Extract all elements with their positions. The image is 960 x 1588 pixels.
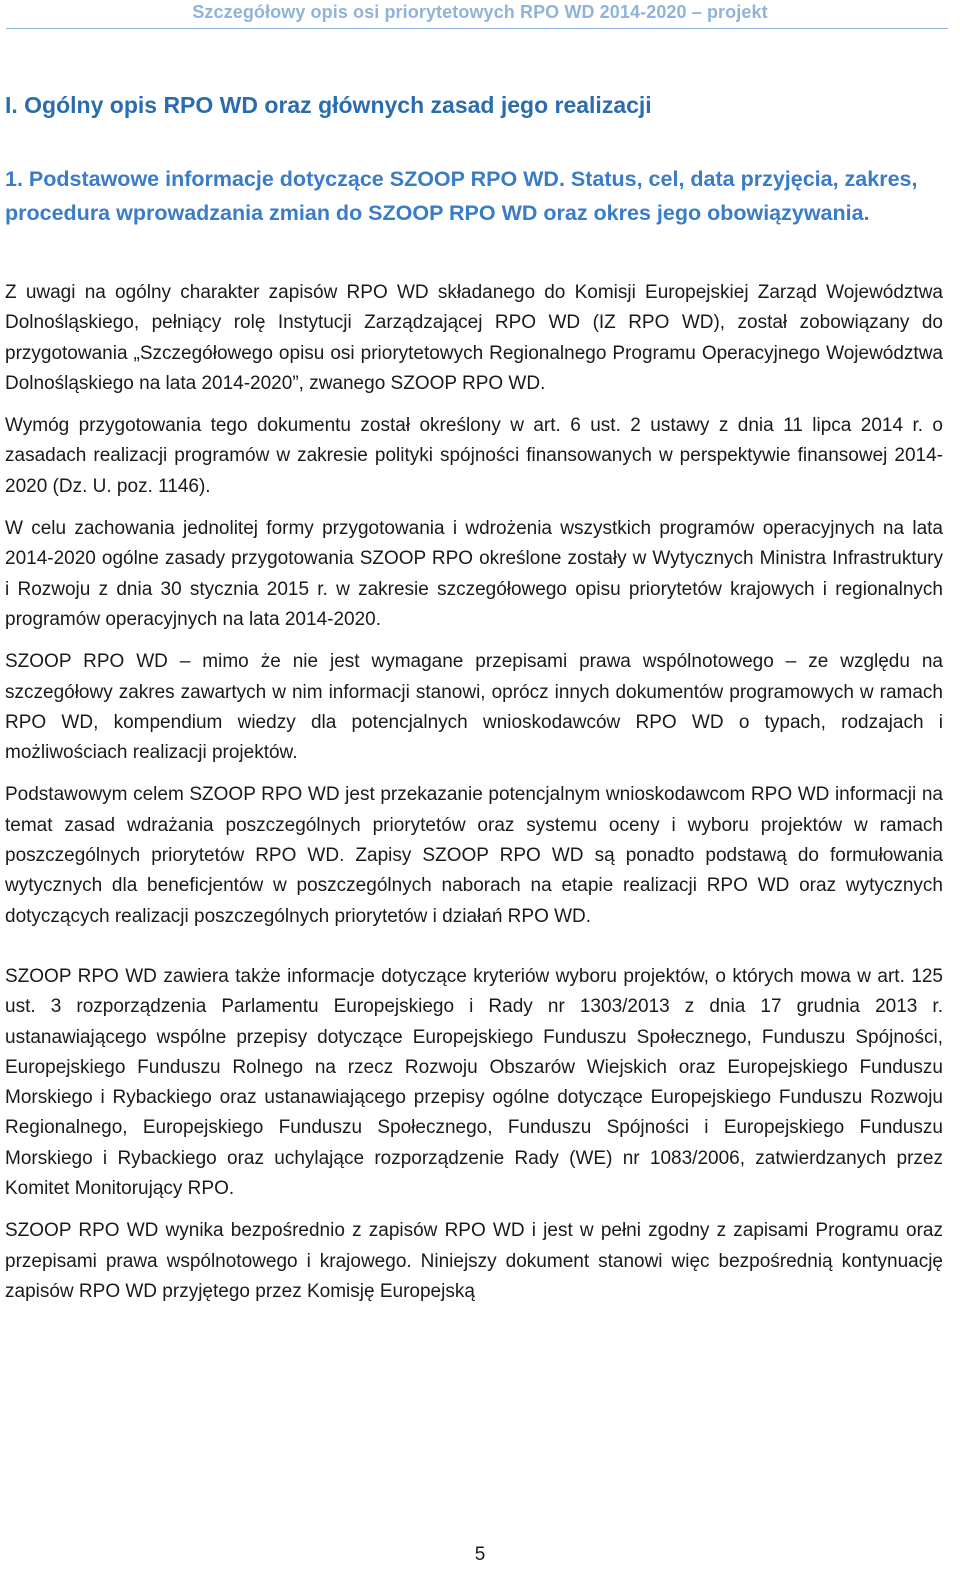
section-heading: I. Ogólny opis RPO WD oraz głównych zasad jego realizacji (5, 92, 652, 118)
paragraph-3: W celu zachowania jednolitej formy przygotowania i wdrożenia wszystkich programów operacyjnych na lata 2014-2020 ogólne zasady przygotowania SZOOP RPO określone zostały w Wytycznych Ministra Infrastruktury i Rozwoju z dnia 30 stycznia 2015 r. w zakresie szczegółowego opisu priorytetów krajowych i regionalnych programów operacyjnych na lata 2014-2020. (5, 518, 943, 630)
paragraph-1: Z uwagi na ogólny charakter zapisów RPO WD składanego do Komisji Europejskiej Zarząd Województwa Dolnośląskiego, pełniący rolę Instytucji Zarządzającej RPO WD (IZ RPO WD), został zobowiązany do przygotowania „Szczegółowego opisu osi priorytetowych Regionalnego Programu Operacyjnego Województwa Dolnośląskiego na lata 2014-2020”, zwanego SZOOP RPO WD. (5, 282, 943, 394)
running-header-title: Szczegółowy opis osi priorytetowych RPO WD 2014-2020 – projekt (192, 2, 768, 22)
paragraph-7: SZOOP RPO WD wynika bezpośrednio z zapisów RPO WD i jest w pełni zgodny z zapisami Programu oraz przepisami prawa wspólnotowego i krajowego. Niniejszy dokument stanowi więc bezpośrednią kontynuację zapisów RPO WD przyjętego przez Komisję Europejską (5, 1220, 943, 1302)
page-number: 5 (474, 1544, 486, 1565)
subsection-heading: 1. Podstawowe informacje dotyczące SZOOP RPO WD. Status, cel, data przyjęcia, zakres, procedura wprowadzania zmian do SZOOP RPO WD oraz okres jego obowiązywania. (5, 167, 918, 225)
paragraph-2: Wymóg przygotowania tego dokumentu został określony w art. 6 ust. 2 ustawy z dnia 11 lipca 2014 r. o zasadach realizacji programów w zakresie polityki spójności finansowanych w perspektywie finansowej 2014-2020 (Dz. U. poz. 1146). (5, 415, 943, 497)
document-body (5, 88, 943, 1307)
header-divider (6, 28, 948, 29)
paragraph-4: SZOOP RPO WD – mimo że nie jest wymagane przepisami prawa wspólnotowego – ze względu na szczegółowy zakres zawartych w nim informacji stanowi, oprócz innych dokumentów programowych w ramach RPO WD, kompendium wiedzy dla potencjalnych wnioskodawców RPO WD o typach, rodzajach i możliwościach realizacji projektów. (5, 651, 943, 764)
paragraph-5: Podstawowym celem SZOOP RPO WD jest przekazanie potencjalnym wnioskodawcom RPO WD informacji na temat zasad wdrażania poszczególnych priorytetów oraz systemu oceny i wyboru projektów w ramach poszczególnych priorytetów RPO WD. Zapisy SZOOP RPO WD są ponadto podstawą do formułowania wytycznych dla beneficjentów w poszczególnych naborach na etapie realizacji RPO WD oraz wytycznych dotyczących realizacji poszczególnych priorytetów i działań RPO WD. (5, 784, 943, 927)
paragraph-6: SZOOP RPO WD zawiera także informacje dotyczące kryteriów wyboru projektów, o których mowa w art. 125 ust. 3 rozporządzenia Parlamentu Europejskiego i Rady nr 1303/2013 z dnia 17 grudnia 2013 r. ustanawiającego wspólne przepisy dotyczące Europejskiego Funduszu Społecznego, Funduszu Spójności, Europejskiego Funduszu Rolnego na rzecz Rozwoju Obszarów Wiejskich oraz Europejskiego Funduszu Morskiego i Rybackiego oraz ustanawiającego przepisy ogólne dotyczące Europejskiego Funduszu Rozwoju Regionalnego, Europejskiego Funduszu Społecznego, Funduszu Spójności i Europejskiego Funduszu Morskiego i Rybackiego oraz uchylające rozporządzenie Rady (WE) nr 1083/2006, zatwierdzanych przez Komitet Monitorujący RPO. (5, 965, 943, 1200)
